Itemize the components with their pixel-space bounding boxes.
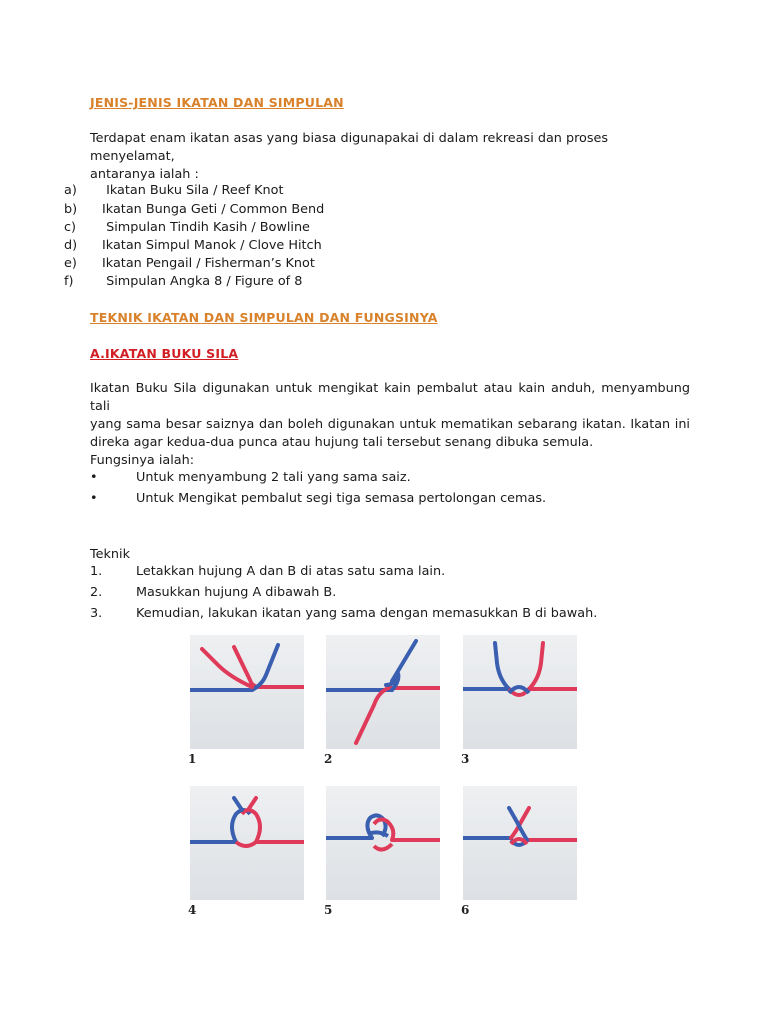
- step-text: Masukkan hujung A dibawah B.: [136, 585, 337, 600]
- list-text: Ikatan Buku Sila / Reef Knot: [102, 183, 284, 198]
- list-text: Ikatan Simpul Manok / Clove Hitch: [102, 238, 322, 253]
- bullet-text: Untuk menyambung 2 tali yang sama saiz.: [136, 470, 411, 485]
- step-text: Kemudian, lakukan ikatan yang sama dengan memasukkan B di bawah.: [136, 606, 598, 621]
- list-marker: b): [64, 202, 78, 217]
- desc-line-2: yang sama besar saiznya dan boleh digunakan untuk mematikan sebarang ikatan. Ikatan ini: [90, 417, 690, 432]
- list-text: Simpulan Tindih Kasih / Bowline: [102, 220, 310, 235]
- list-text: Ikatan Pengail / Fisherman’s Knot: [102, 256, 315, 271]
- figure-photo-1: [190, 635, 304, 749]
- list-text: Ikatan Bunga Geti / Common Bend: [102, 202, 325, 217]
- list-marker: d): [64, 238, 78, 253]
- bullet-item: [90, 490, 546, 508]
- list-marker: a): [64, 183, 77, 198]
- figure-label-4: 4: [188, 903, 197, 917]
- list-item: [64, 201, 324, 219]
- bullet-text: Untuk Mengikat pembalut segi tiga semasa pertolongan cemas.: [136, 491, 547, 506]
- list-marker: c): [64, 220, 77, 235]
- step-number: 2.: [90, 585, 103, 600]
- step-text: Letakkan hujung A dan B di atas satu sama lain.: [136, 564, 446, 579]
- desc-line-3: direka agar kedua-dua punca atau hujung tali tersebut senang dibuka semula.: [90, 435, 594, 450]
- list-item: [64, 273, 302, 291]
- list-item: [64, 219, 310, 237]
- reef-knot-step-4-image: [190, 786, 304, 900]
- section-title-buku-sila: A.IKATAN BUKU SILA: [90, 346, 239, 361]
- section-title-teknik: TEKNIK IKATAN DAN SIMPULAN DAN FUNGSINYA: [90, 310, 438, 325]
- description-paragraph: [90, 380, 690, 452]
- figure-photo-6: [463, 786, 577, 900]
- figure-label-6: 6: [461, 903, 470, 917]
- figure-label-2: 2: [324, 752, 333, 766]
- list-item: [64, 255, 315, 273]
- step-item: [90, 563, 445, 581]
- figure-photo-5: [326, 786, 440, 900]
- step-item: [90, 605, 597, 623]
- list-marker: e): [64, 256, 77, 271]
- step-number: 1.: [90, 564, 103, 579]
- bullet-marker: •: [90, 491, 98, 506]
- list-marker: f): [64, 274, 74, 289]
- step-item: [90, 584, 336, 602]
- bullet-marker: •: [90, 470, 98, 485]
- technique-label: Teknik: [90, 547, 131, 562]
- functions-label: Fungsinya ialah:: [90, 453, 195, 468]
- figure-label-1: 1: [188, 752, 197, 766]
- figure-label-3: 3: [461, 752, 470, 766]
- intro-paragraph: [90, 130, 690, 184]
- list-item: [64, 182, 284, 200]
- bullet-item: [90, 469, 411, 487]
- section-title-jenis: JENIS-JENIS IKATAN DAN SIMPULAN: [90, 95, 344, 110]
- desc-line-1: Ikatan Buku Sila digunakan untuk mengikat kain pembalut atau kain anduh, menyambung tali: [90, 381, 690, 414]
- intro-line-2: antaranya ialah :: [90, 167, 199, 182]
- reef-knot-step-5-image: [326, 786, 440, 900]
- reef-knot-step-2-image: [326, 635, 440, 749]
- step-number: 3.: [90, 606, 103, 621]
- reef-knot-step-3-image: [463, 635, 577, 749]
- figure-photo-4: [190, 786, 304, 900]
- list-item: [64, 237, 322, 255]
- intro-line-1: Terdapat enam ikatan asas yang biasa digunapakai di dalam rekreasi dan proses menyelamat,: [90, 131, 609, 164]
- reef-knot-step-1-image: [190, 635, 304, 749]
- figure-photo-2: [326, 635, 440, 749]
- figure-label-5: 5: [324, 903, 333, 917]
- reef-knot-step-6-image: [463, 786, 577, 900]
- list-text: Simpulan Angka 8 / Figure of 8: [102, 274, 303, 289]
- figure-photo-3: [463, 635, 577, 749]
